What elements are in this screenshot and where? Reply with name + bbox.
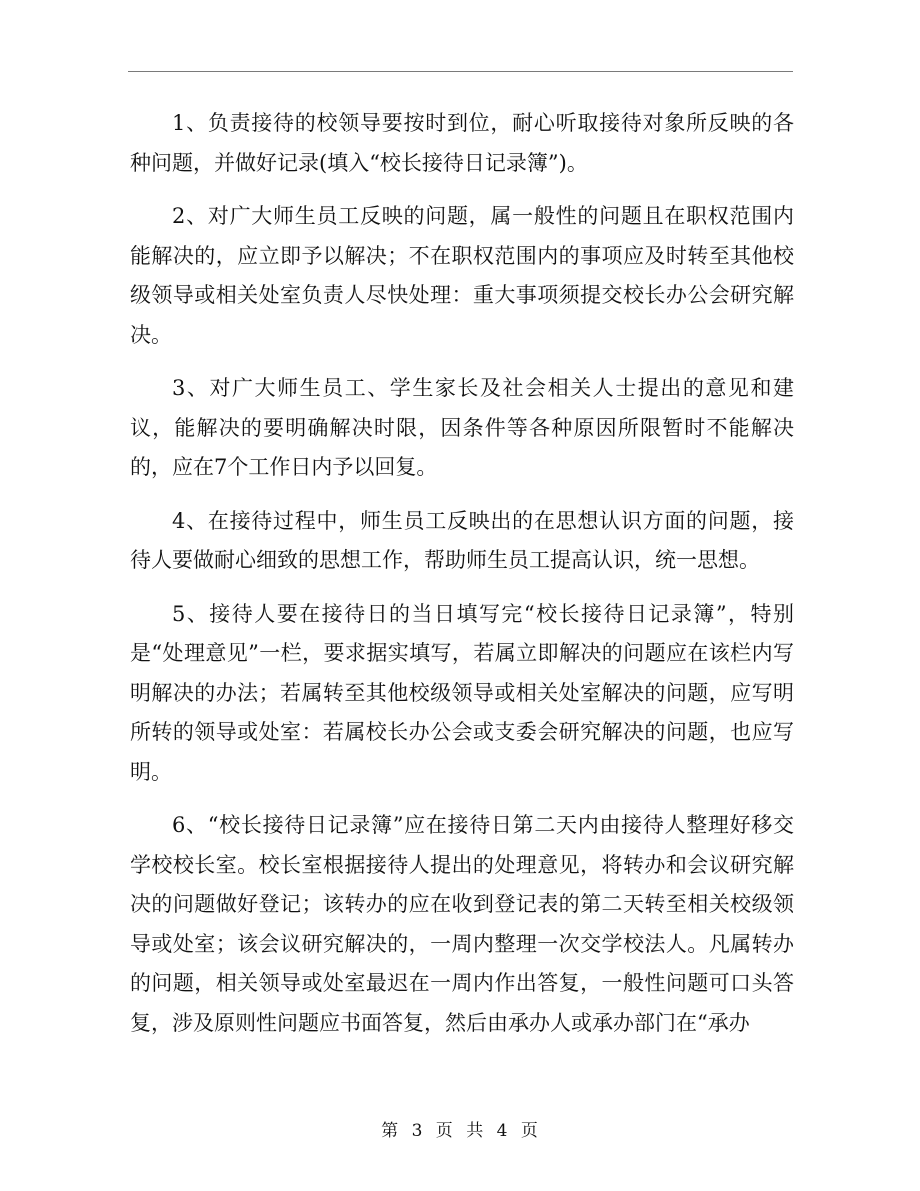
page-number-footer: 第 3 页 共 4 页 xyxy=(381,1121,539,1141)
paragraph-2: 2、对广大师生员工反映的问题，属一般性的问题且在职权范围内能解决的，应立即予以解决；不在职权范围内的事项应及时转至其他校级领导或相关处室负责人尽快处理：重大事项须提交校长办公会研究解决。 xyxy=(130,204,794,347)
paragraph-3: 3、对广大师生员工、学生家长及社会相关人士提出的意见和建议，能解决的要明确解决时限，因条件等各种原因所限暂时不能解决的，应在7个工作日内予以回复。 xyxy=(130,376,794,479)
document-body xyxy=(130,104,794,1043)
paragraph-5: 5、接待人要在接待日的当日填写完“校长接待日记录簿”，特别是“处理意见”一栏，要求据实填写，若属立即解决的问题应在该栏内写明解决的办法；若属转至其他校级领导或相关处室解决的问题，应写明所转的领导或处室：若属校长办公会或支委会研究解决的问题，也应写明。 xyxy=(130,601,794,784)
paragraph-1: 1、负责接待的校领导要按时到位，耐心听取接待对象所反映的各种问题，并做好记录(填入“校长接待日记录簿”)。 xyxy=(130,111,794,175)
paragraph-4: 4、在接待过程中，师生员工反映出的在思想认识方面的问题，接待人要做耐心细致的思想工作，帮助师生员工提高认识，统一思想。 xyxy=(130,508,794,572)
header-rule xyxy=(128,71,793,72)
paragraph-6: 6、“校长接待日记录簿”应在接待日第二天内由接待人整理好移交学校校长室。校长室根据接待人提出的处理意见，将转办和会议研究解决的问题做好登记；该转办的应在收到登记表的第二天转至相关校级领导或处室；该会议研究解决的，一周内整理一次交学校法人。凡属转办的问题，相关领导或处室最迟在一周内作出答复，一般性问题可口头答复，涉及原则性问题应书面答复，然后由承办人或承办部门在“承办 xyxy=(130,813,794,1035)
